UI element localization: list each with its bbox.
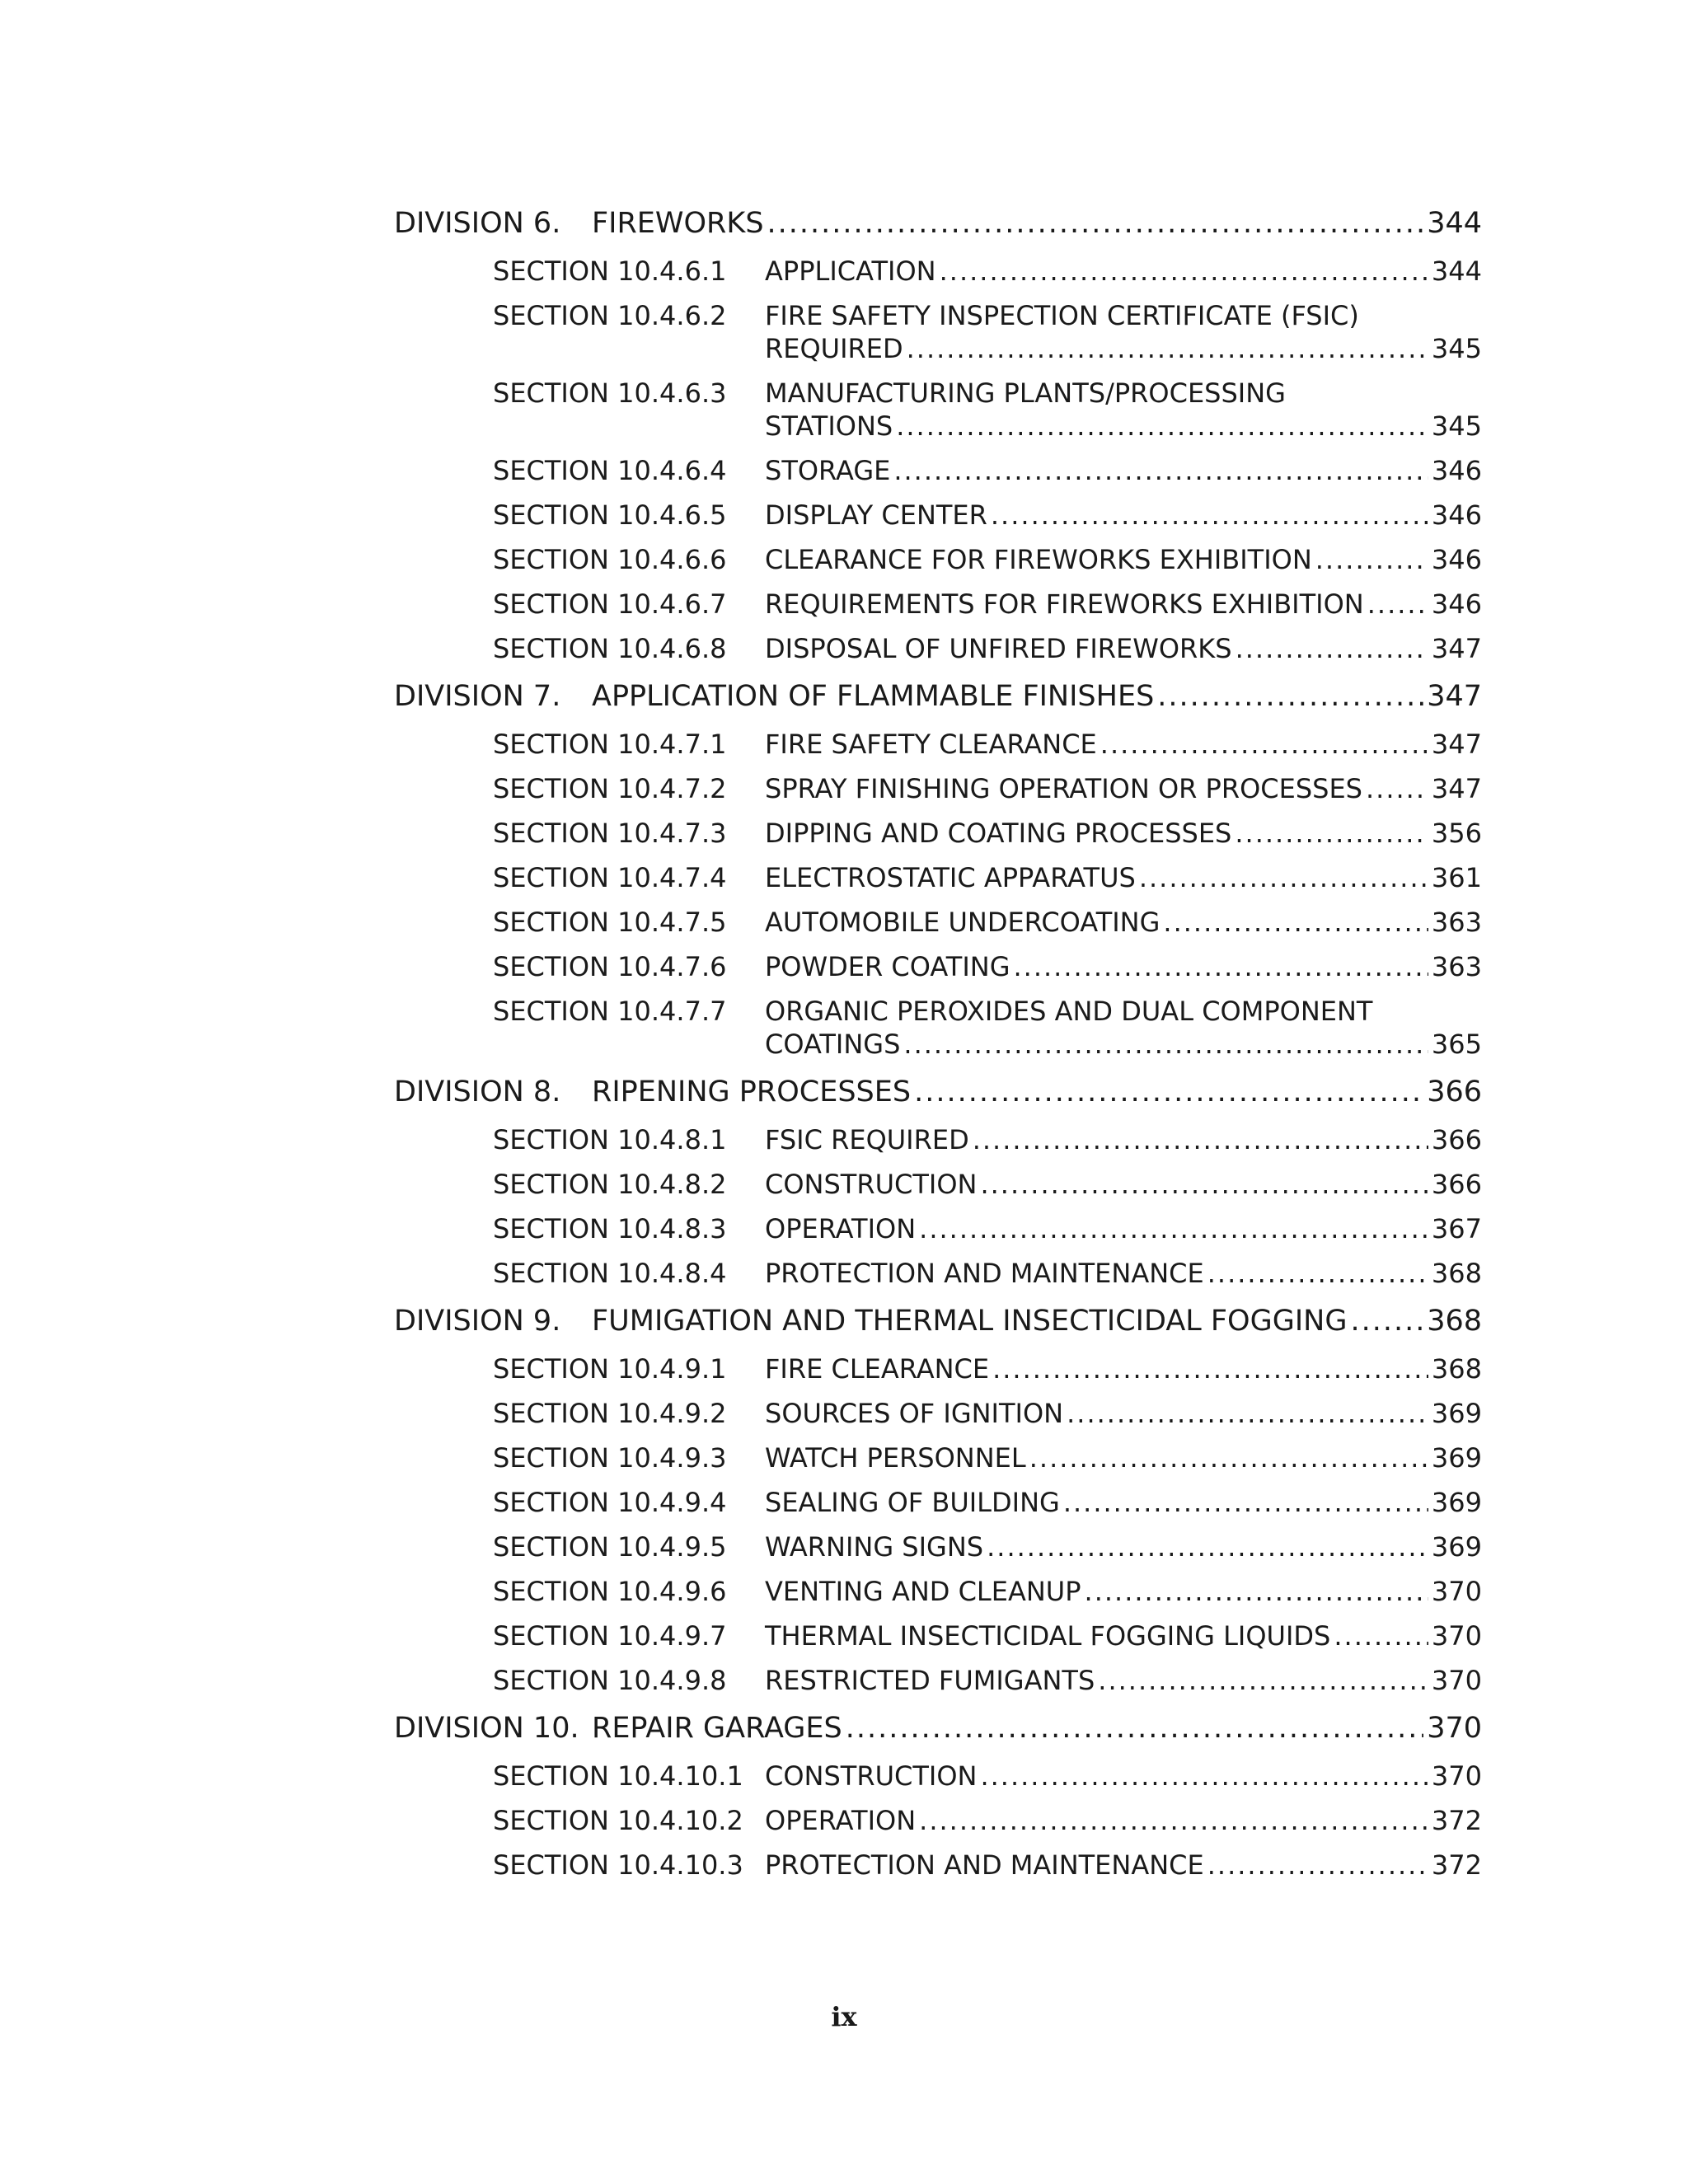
division-title-line xyxy=(592,198,1482,249)
section-label: SECTION 10.4.6.3 xyxy=(493,377,727,409)
section-label: SECTION 10.4.7.2 xyxy=(493,773,727,804)
section-title-line xyxy=(765,332,1482,365)
section-title-line xyxy=(765,861,1482,894)
section-label: SECTION 10.4.6.6 xyxy=(493,544,727,575)
section-entry xyxy=(765,377,1482,443)
toc-section-entry[interactable] xyxy=(493,582,1482,626)
toc-section-entry[interactable] xyxy=(493,1391,1482,1436)
dot-leader xyxy=(991,499,1428,532)
section-title: OPERATION xyxy=(765,1805,917,1836)
section-entry xyxy=(765,950,1482,983)
section-label: SECTION 10.4.9.8 xyxy=(493,1665,727,1696)
section-entry xyxy=(765,861,1482,894)
section-title: WARNING SIGNS xyxy=(765,1531,984,1563)
section-title-line xyxy=(765,1123,1482,1156)
section-page-number: 361 xyxy=(1431,862,1482,893)
section-entry xyxy=(765,1397,1482,1430)
section-title: SEALING OF BUILDING xyxy=(765,1487,1060,1518)
section-title: FSIC REQUIRED xyxy=(765,1124,969,1155)
section-page-number: 363 xyxy=(1431,951,1482,982)
toc-section-entry[interactable] xyxy=(493,1614,1482,1658)
section-entry xyxy=(765,499,1482,532)
section-title: AUTOMOBILE UNDERCOATING xyxy=(765,907,1160,938)
section-title: REQUIRED xyxy=(765,333,903,364)
toc-section-entry[interactable] xyxy=(493,1251,1482,1296)
dot-leader xyxy=(896,410,1428,443)
section-title: WATCH PERSONNEL xyxy=(765,1442,1026,1474)
dot-leader xyxy=(919,1804,1428,1837)
section-title: POWDER COATING xyxy=(765,951,1010,982)
section-page-number: 345 xyxy=(1431,410,1482,442)
division-title: APPLICATION OF FLAMMABLE FINISHES xyxy=(592,680,1155,713)
dot-leader xyxy=(1163,906,1428,939)
section-title-line xyxy=(765,454,1482,487)
section-entry xyxy=(765,1575,1482,1608)
division-page-number: 366 xyxy=(1427,1076,1482,1108)
toc-section-entry[interactable] xyxy=(493,989,1482,1066)
section-title: CONSTRUCTION xyxy=(765,1760,978,1792)
section-label: SECTION 10.4.7.5 xyxy=(493,907,727,938)
section-entry xyxy=(765,1530,1482,1563)
section-label: SECTION 10.4.9.7 xyxy=(493,1620,727,1652)
section-page-number: 367 xyxy=(1431,1213,1482,1244)
section-title-line xyxy=(765,1028,1482,1061)
page-number: ix xyxy=(831,2001,857,2032)
division-page-number: 370 xyxy=(1427,1712,1482,1745)
toc-section-entry[interactable] xyxy=(493,1798,1482,1843)
dot-leader xyxy=(1207,1257,1428,1290)
toc-section-entry[interactable] xyxy=(493,1118,1482,1162)
section-title: FIRE CLEARANCE xyxy=(765,1353,990,1385)
toc-section-entry[interactable] xyxy=(493,293,1482,371)
section-title-line xyxy=(765,1575,1482,1608)
section-title-line xyxy=(765,1168,1482,1201)
division-label: DIVISION 7. xyxy=(394,680,561,713)
dot-leader xyxy=(903,1028,1428,1061)
section-page-number: 369 xyxy=(1431,1531,1482,1563)
dot-leader xyxy=(1157,671,1423,722)
section-label: SECTION 10.4.10.3 xyxy=(493,1849,743,1881)
section-page-number: 368 xyxy=(1431,1353,1482,1385)
section-title-line xyxy=(765,950,1482,983)
section-title-line xyxy=(765,728,1482,761)
section-title: APPLICATION xyxy=(765,255,936,287)
section-page-number: 365 xyxy=(1431,1029,1482,1060)
section-page-number: 366 xyxy=(1431,1124,1482,1155)
division-title: FUMIGATION AND THERMAL INSECTICIDAL FOGGING xyxy=(592,1305,1348,1338)
section-page-number: 370 xyxy=(1431,1620,1482,1652)
toc-section-entry[interactable] xyxy=(493,1347,1482,1391)
division-label: DIVISION 9. xyxy=(394,1305,561,1338)
section-title-line xyxy=(765,772,1482,805)
toc-section-entry[interactable] xyxy=(493,855,1482,900)
section-title: VENTING AND CLEANUP xyxy=(765,1576,1081,1607)
dot-leader xyxy=(1235,817,1428,850)
section-label: SECTION 10.4.8.4 xyxy=(493,1258,727,1289)
section-title-line xyxy=(765,1441,1482,1474)
section-title: SOURCES OF IGNITION xyxy=(765,1398,1064,1429)
section-title: DISPLAY CENTER xyxy=(765,499,987,531)
section-entry xyxy=(765,1619,1482,1652)
section-entry xyxy=(765,1257,1482,1290)
dot-leader xyxy=(940,255,1428,288)
section-title: RESTRICTED FUMIGANTS xyxy=(765,1665,1095,1696)
section-label: SECTION 10.4.6.5 xyxy=(493,499,727,531)
toc-section-entry[interactable] xyxy=(493,249,1482,293)
section-title: PROTECTION AND MAINTENANCE xyxy=(765,1849,1204,1881)
dot-leader xyxy=(1063,1486,1428,1519)
toc-division-entry[interactable] xyxy=(394,1066,1482,1118)
dot-leader xyxy=(919,1212,1428,1245)
dot-leader xyxy=(914,1066,1423,1118)
section-page-number: 356 xyxy=(1431,818,1482,849)
section-title: THERMAL INSECTICIDAL FOGGING LIQUIDS xyxy=(765,1620,1331,1652)
section-entry xyxy=(765,1168,1482,1201)
section-label: SECTION 10.4.7.7 xyxy=(493,996,727,1027)
section-page-number: 347 xyxy=(1431,729,1482,760)
dot-leader xyxy=(846,1703,1423,1754)
dot-leader xyxy=(980,1760,1428,1793)
section-title: STORAGE xyxy=(765,455,891,486)
section-page-number: 366 xyxy=(1431,1169,1482,1200)
section-entry xyxy=(765,728,1482,761)
section-page-number: 372 xyxy=(1431,1849,1482,1881)
section-label: SECTION 10.4.8.3 xyxy=(493,1213,727,1244)
section-page-number: 347 xyxy=(1431,633,1482,664)
section-label: SECTION 10.4.6.2 xyxy=(493,300,727,331)
toc-section-entry[interactable] xyxy=(493,1436,1482,1480)
section-title-line xyxy=(765,1212,1482,1245)
section-title-line xyxy=(765,1619,1482,1652)
division-page-number: 368 xyxy=(1427,1305,1482,1338)
dot-leader xyxy=(1236,632,1428,665)
section-title-line xyxy=(765,1760,1482,1793)
division-title-line xyxy=(592,1296,1482,1347)
section-label: SECTION 10.4.8.2 xyxy=(493,1169,727,1200)
section-title-line xyxy=(765,588,1482,621)
section-page-number: 370 xyxy=(1431,1665,1482,1696)
toc-section-entry[interactable] xyxy=(493,1162,1482,1207)
dot-leader xyxy=(1029,1441,1428,1474)
dot-leader xyxy=(1334,1619,1428,1652)
toc-section-entry[interactable] xyxy=(493,371,1482,448)
toc-section-entry[interactable] xyxy=(493,448,1482,493)
section-title-line xyxy=(765,255,1482,288)
section-entry xyxy=(765,1123,1482,1156)
division-label: DIVISION 8. xyxy=(394,1076,561,1108)
section-page-number: 344 xyxy=(1431,255,1482,287)
section-label: SECTION 10.4.6.8 xyxy=(493,633,727,664)
section-title-line xyxy=(765,543,1482,576)
section-page-number: 346 xyxy=(1431,544,1482,575)
section-entry xyxy=(765,906,1482,939)
section-label: SECTION 10.4.7.4 xyxy=(493,862,727,893)
division-label: DIVISION 10. xyxy=(394,1712,579,1745)
toc-section-entry[interactable] xyxy=(493,1207,1482,1251)
division-title: RIPENING PROCESSES xyxy=(592,1076,912,1108)
dot-leader xyxy=(1366,772,1428,805)
division-title-line xyxy=(592,1703,1482,1754)
division-label: DIVISION 6. xyxy=(394,207,561,240)
toc-section-entry[interactable] xyxy=(493,626,1482,671)
section-page-number: 347 xyxy=(1431,773,1482,804)
section-entry xyxy=(765,588,1482,621)
section-label: SECTION 10.4.7.6 xyxy=(493,951,727,982)
section-title-line: MANUFACTURING PLANTS/PROCESSING xyxy=(765,377,1286,409)
dot-leader xyxy=(973,1123,1428,1156)
toc-section-entry[interactable] xyxy=(493,537,1482,582)
toc-section-entry[interactable] xyxy=(493,1569,1482,1614)
dot-leader xyxy=(1139,861,1428,894)
section-label: SECTION 10.4.9.5 xyxy=(493,1531,727,1563)
section-page-number: 368 xyxy=(1431,1258,1482,1289)
toc-section-entry[interactable] xyxy=(493,1480,1482,1525)
section-label: SECTION 10.4.7.1 xyxy=(493,729,727,760)
section-label: SECTION 10.4.10.2 xyxy=(493,1805,743,1836)
section-title: FIRE SAFETY CLEARANCE xyxy=(765,729,1097,760)
section-entry xyxy=(765,772,1482,805)
dot-leader xyxy=(893,454,1428,487)
toc-section-entry[interactable] xyxy=(493,1658,1482,1703)
section-label: SECTION 10.4.6.4 xyxy=(493,455,727,486)
toc-division-entry[interactable] xyxy=(394,1703,1482,1754)
section-title: CLEARANCE FOR FIREWORKS EXHIBITION xyxy=(765,544,1312,575)
toc-section-entry[interactable] xyxy=(493,766,1482,811)
toc-section-entry[interactable] xyxy=(493,811,1482,855)
section-page-number: 369 xyxy=(1431,1398,1482,1429)
division-page-number: 347 xyxy=(1427,680,1482,713)
division-page-number: 344 xyxy=(1427,207,1482,240)
section-page-number: 346 xyxy=(1431,499,1482,531)
section-entry xyxy=(765,454,1482,487)
section-label: SECTION 10.4.9.1 xyxy=(493,1353,727,1385)
section-page-number: 346 xyxy=(1431,588,1482,620)
section-title: DISPOSAL OF UNFIRED FIREWORKS xyxy=(765,633,1232,664)
section-entry xyxy=(765,1760,1482,1793)
section-title: STATIONS xyxy=(765,410,893,442)
section-title-line xyxy=(765,1352,1482,1385)
dot-leader xyxy=(1013,950,1428,983)
section-title-line: FIRE SAFETY INSPECTION CERTIFICATE (FSIC) xyxy=(765,300,1359,331)
section-page-number: 369 xyxy=(1431,1442,1482,1474)
dot-leader xyxy=(987,1530,1428,1563)
dot-leader xyxy=(907,332,1428,365)
section-entry xyxy=(765,255,1482,288)
section-page-number: 346 xyxy=(1431,455,1482,486)
dot-leader xyxy=(992,1352,1428,1385)
dot-leader xyxy=(1315,543,1428,576)
section-title-line xyxy=(765,1530,1482,1563)
toc-section-entry[interactable] xyxy=(493,493,1482,537)
toc-section-entry[interactable] xyxy=(493,1843,1482,1887)
dot-leader xyxy=(1350,1296,1423,1347)
section-page-number: 363 xyxy=(1431,907,1482,938)
section-label: SECTION 10.4.10.1 xyxy=(493,1760,743,1792)
section-title-line xyxy=(765,1257,1482,1290)
section-label: SECTION 10.4.9.4 xyxy=(493,1487,727,1518)
toc-section-entry[interactable] xyxy=(493,1525,1482,1569)
section-title-line xyxy=(765,1486,1482,1519)
dot-leader xyxy=(1067,1397,1428,1430)
section-label: SECTION 10.4.6.1 xyxy=(493,255,727,287)
section-entry xyxy=(765,632,1482,665)
section-title-line: ORGANIC PEROXIDES AND DUAL COMPONENT xyxy=(765,996,1373,1027)
section-title: COATINGS xyxy=(765,1029,901,1060)
section-page-number: 370 xyxy=(1431,1576,1482,1607)
section-page-number: 372 xyxy=(1431,1805,1482,1836)
section-title-line xyxy=(765,1664,1482,1697)
section-title-line xyxy=(765,410,1482,443)
section-entry xyxy=(765,1212,1482,1245)
section-entry xyxy=(765,299,1482,365)
section-page-number: 369 xyxy=(1431,1487,1482,1518)
section-entry xyxy=(765,1486,1482,1519)
section-title: REQUIREMENTS FOR FIREWORKS EXHIBITION xyxy=(765,588,1364,620)
section-title-line xyxy=(765,632,1482,665)
dot-leader xyxy=(1085,1575,1428,1608)
section-title: SPRAY FINISHING OPERATION OR PROCESSES xyxy=(765,773,1362,804)
toc-division-entry[interactable] xyxy=(394,198,1482,249)
section-title: PROTECTION AND MAINTENANCE xyxy=(765,1258,1204,1289)
section-title: OPERATION xyxy=(765,1213,917,1244)
section-label: SECTION 10.4.9.6 xyxy=(493,1576,727,1607)
section-label: SECTION 10.4.9.2 xyxy=(493,1398,727,1429)
dot-leader xyxy=(1098,1664,1428,1697)
section-label: SECTION 10.4.7.3 xyxy=(493,818,727,849)
toc-division-entry[interactable] xyxy=(394,1296,1482,1347)
section-entry xyxy=(765,1352,1482,1385)
table-of-contents xyxy=(394,198,1482,1887)
division-title: REPAIR GARAGES xyxy=(592,1712,842,1745)
dot-leader xyxy=(980,1168,1428,1201)
toc-section-entry[interactable] xyxy=(493,900,1482,944)
section-entry xyxy=(765,1664,1482,1697)
section-title-line xyxy=(765,499,1482,532)
section-title-line xyxy=(765,817,1482,850)
toc-section-entry[interactable] xyxy=(493,1754,1482,1798)
toc-section-entry[interactable] xyxy=(493,944,1482,989)
dot-leader xyxy=(1367,588,1428,621)
section-title-line xyxy=(765,906,1482,939)
section-page-number: 345 xyxy=(1431,333,1482,364)
section-title: ELECTROSTATIC APPARATUS xyxy=(765,862,1136,893)
section-title: CONSTRUCTION xyxy=(765,1169,978,1200)
dot-leader xyxy=(1207,1849,1428,1882)
section-title-line xyxy=(765,1849,1482,1882)
division-title-line xyxy=(592,1066,1482,1118)
section-title: DIPPING AND COATING PROCESSES xyxy=(765,818,1232,849)
toc-section-entry[interactable] xyxy=(493,722,1482,766)
section-entry xyxy=(765,817,1482,850)
section-entry xyxy=(765,995,1482,1061)
section-page-number: 370 xyxy=(1431,1760,1482,1792)
dot-leader xyxy=(1100,728,1428,761)
section-entry xyxy=(765,543,1482,576)
section-label: SECTION 10.4.9.3 xyxy=(493,1442,727,1474)
toc-division-entry[interactable] xyxy=(394,671,1482,722)
section-label: SECTION 10.4.8.1 xyxy=(493,1124,727,1155)
section-title-line xyxy=(765,1397,1482,1430)
section-entry xyxy=(765,1804,1482,1837)
section-label: SECTION 10.4.6.7 xyxy=(493,588,727,620)
dot-leader xyxy=(767,198,1424,249)
section-entry xyxy=(765,1849,1482,1882)
division-title-line xyxy=(592,671,1482,722)
section-entry xyxy=(765,1441,1482,1474)
division-title: FIREWORKS xyxy=(592,207,764,240)
section-title-line xyxy=(765,1804,1482,1837)
